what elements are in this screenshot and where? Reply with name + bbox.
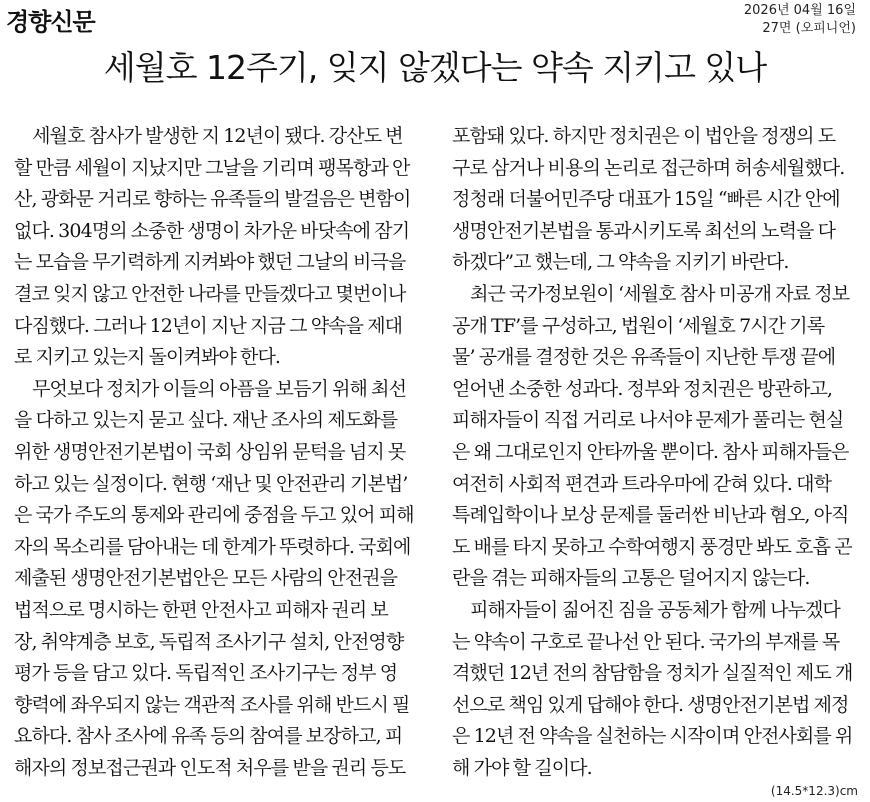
article-text-line: 구로 삼거나 비용의 논리로 접근하며 허송세월했다. xyxy=(452,156,845,179)
article-text-line: 다짐했다. 그러나 12년이 지난 지금 그 약속을 제대 xyxy=(14,314,403,337)
article-text-line: 은 왜 그대로인지 안타까울 뿐이다. 참사 피해자들은 xyxy=(452,440,849,463)
article-text-line: 란을 겪는 피해자들의 고통은 덜어지지 않는다. xyxy=(452,567,810,590)
article-text-line: 은 국가 주도의 통제와 관리에 중점을 두고 있어 피해 xyxy=(14,504,414,527)
article-text-line: 해자의 정보접근권과 인도적 처우를 받을 권리 등도 xyxy=(14,756,406,779)
editorial-headline: 세월호 12주기, 잊지 않겠다는 약속 지키고 있나 xyxy=(103,48,767,87)
article-text-line: 는 약속이 구호로 끝나선 안 된다. 국가의 부재를 목 xyxy=(452,630,840,653)
article-text-line: 로 지키고 있는지 돌이켜봐야 한다. xyxy=(14,346,281,369)
article-text-line: 제출된 생명안전기본법안은 모든 사람의 안전권을 xyxy=(14,567,398,590)
article-text-line: 무엇보다 정치가 이들의 아픔을 보듬기 위해 최선 xyxy=(14,377,407,400)
article-text-line: 산, 광화문 거리로 향하는 유족들의 발걸음은 변함이 xyxy=(14,188,411,211)
article-text-line: 하고 있는 실정이다. 현행 ‘재난 및 안전관리 기본법’ xyxy=(14,472,408,495)
article-text-line: 법적으로 명시하는 한편 안전사고 피해자 권리 보 xyxy=(14,598,388,621)
article-text-line: 결코 잊지 않고 안전한 나라를 만들겠다고 몇번이나 xyxy=(14,282,406,305)
article-text-line: 정청래 더불어민주당 대표가 15일 “빠른 시간 안에 xyxy=(452,188,840,211)
article-text-line: 격했던 12년 전의 참담함을 정치가 실질적인 제도 개 xyxy=(452,662,853,685)
article-meta xyxy=(744,2,856,38)
article-text-line: 피해자들이 짊어진 짐을 공동체가 함께 나누겠다 xyxy=(452,598,840,621)
article-text-line: 을 다하고 있는지 묻고 싶다. 재난 조사의 제도화를 xyxy=(14,409,398,432)
article-text-line: 할 만큼 세월이 지났지만 그날을 기리며 팽목항과 안 xyxy=(14,156,410,179)
article-text-line: 물’ 공개를 결정한 것은 유족들이 지난한 투쟁 끝에 xyxy=(452,346,836,369)
article-text-line: 장, 취약계층 보호, 독립적 조사기구 설치, 안전영향 xyxy=(14,630,404,653)
article-text-line: 없다. 304명의 소중한 생명이 차가운 바닷속에 잠기 xyxy=(14,219,410,242)
article-text-line: 향력에 좌우되지 않는 객관적 조사를 위해 반드시 필 xyxy=(14,693,410,716)
article-column-left xyxy=(14,121,440,784)
article-text-line: 하겠다”고 했는데, 그 약속을 지키기 바란다. xyxy=(452,251,789,274)
article-text-line: 요하다. 참사 조사에 유족 등의 참여를 보장하고, 피 xyxy=(14,725,403,748)
article-text-line: 얻어낸 소중한 성과다. 정부와 정치권은 방관하고, xyxy=(452,377,833,400)
article-text-line: 은 12년 전 약속을 실천하는 시작이며 안전사회를 위 xyxy=(452,725,853,748)
article-text-line: 평가 등을 담고 있다. 독립적인 조사기구는 정부 영 xyxy=(14,662,398,685)
article-text-line: 최근 국가정보원이 ‘세월호 참사 미공개 자료 정보 xyxy=(452,282,850,305)
article-text-line: 선으로 책임 있게 답해야 한다. 생명안전기본법 제정 xyxy=(452,693,849,716)
article-text-line: 공개 TF’를 구성하고, 법원이 ‘세월호 7시간 기록 xyxy=(452,314,825,337)
page-section: 27면 (오피니언) xyxy=(762,21,856,36)
article-text-line: 자의 목소리를 담아내는 데 한계가 뚜렷하다. 국회에 xyxy=(14,535,411,558)
article-size-note: (14.5*12.3)cm xyxy=(770,784,858,798)
publish-date: 2026년 04월 16일 xyxy=(743,3,856,18)
article-text-line: 피해자들이 직접 거리로 나서야 문제가 풀리는 현실 xyxy=(452,409,844,432)
article-text-line: 특례입학이나 보상 문제를 둘러싼 비난과 혐오, 아직 xyxy=(452,504,849,527)
article-text-line: 는 모습을 무기력하게 지켜봐야 했던 그날의 비극을 xyxy=(14,251,406,274)
article-text-line: 위한 생명안전기본법이 국회 상임위 문턱을 넘지 못 xyxy=(14,440,406,463)
article-text-line: 생명안전기본법을 통과시키도록 최선의 노력을 다 xyxy=(452,219,836,242)
article-text-line: 포함돼 있다. 하지만 정치권은 이 법안을 정쟁의 도 xyxy=(452,125,836,147)
article-text-line: 해 가야 할 길이다. xyxy=(452,756,592,779)
article-column-right xyxy=(452,121,864,784)
newspaper-masthead: 경향신문 xyxy=(6,8,95,36)
article-text-line: 세월호 참사가 발생한 지 12년이 됐다. 강산도 변 xyxy=(14,125,403,147)
article-text-line: 여전히 사회적 편견과 트라우마에 갇혀 있다. 대학 xyxy=(452,472,832,495)
article-text-line: 도 배를 타지 못하고 수학여행지 풍경만 봐도 호흡 곤 xyxy=(452,535,852,558)
